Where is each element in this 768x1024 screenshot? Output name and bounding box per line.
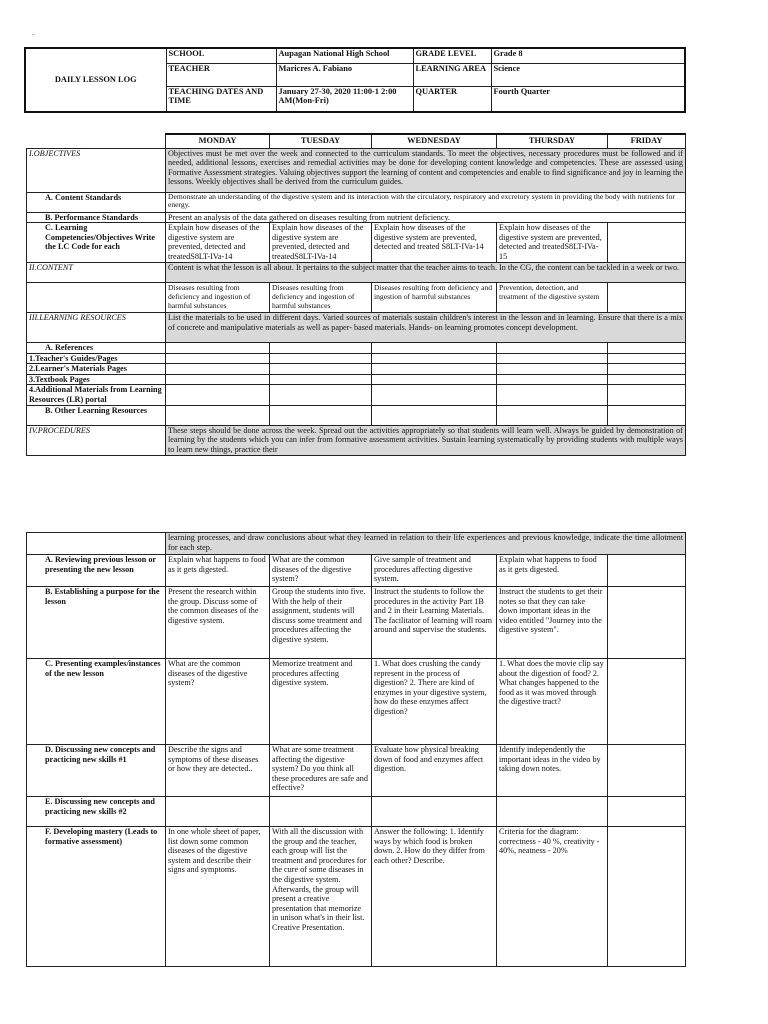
header-frame — [24, 47, 686, 113]
content-friday — [608, 283, 686, 313]
row-label-reviewing: A. Reviewing previous lesson or presenting the new lesson — [27, 555, 166, 587]
day-friday: FRIDAY — [608, 134, 686, 148]
row-presenting — [27, 659, 686, 745]
procedures-text: These steps should be done across the week. Spread out the activities appropriately so that students will learn well. Always be guided by demonstration of learning by the students which you can infer from formative assessment activities. Sustain learning systematically by providing students with multiple ways to learn new things, practice their — [166, 425, 686, 455]
corner-blank — [27, 134, 166, 148]
day-thursday: THURSDAY — [497, 134, 608, 148]
cell-presenting-wednesday: 1. What does crushing the candy represent in the process of digestion? 2. There are kind of enzymes in your digestive system, how do these enzymes affect digestion? — [372, 659, 497, 745]
objectives-label: I.OBJECTIVES — [27, 148, 166, 192]
grade-value: Grade 8 — [491, 49, 684, 63]
quarter-label: QUARTER — [413, 86, 491, 111]
textbook-label: 3.Textbook Pages — [27, 374, 166, 385]
row-discussing-2 — [27, 797, 686, 827]
row-label-discussing-1: D. Discussing new concepts and practicing new skills #1 — [27, 745, 166, 797]
cell-reviewing-wednesday: Give sample of treatment and procedures affecting digestive system. — [372, 555, 497, 587]
performance-standards-text: Present an analysis of the data gathered on diseases resulting from nutrient deficiency. — [166, 212, 686, 223]
teacher-label: TEACHER — [166, 63, 276, 86]
cell-discussing2-wednesday — [372, 797, 497, 827]
learning-competencies-label: C. Learning Competencies/Objectives Write the LC Code for each — [27, 223, 166, 263]
quarter-value: Fourth Quarter — [491, 86, 684, 111]
learning-area-value: Science — [491, 63, 684, 86]
cell-purpose-friday — [608, 587, 686, 659]
procedures-cont-text: learning processes, and draw conclusions about what they learned in relation to their life experiences and previous knowledge, indicate the time allotment for each step. — [166, 533, 686, 555]
objectives-text: Objectives must be met over the week and connected to the curriculum standards. To meet the objectives, necessary procedures must be followed and if needed, additional lessons, exercises and remedial activities may be done for developing content knowledge and competencies. These are assessed using Formative Assessment strategies. Valuing objectives support the learning of content and competencies and enable to find significance and joy in learning the lessons. Weekly objectives shall be derived from the curriculum guides. — [166, 148, 686, 192]
content-wednesday: Diseases resulting from deficiency and ingestion of harmful substances — [372, 283, 497, 313]
references-label: A. References — [27, 343, 166, 354]
cell-presenting-thursday: 1. What does the movie clip say about the digestion of food? 2. What changes happened to the food as it was moved through the digestive tract? — [497, 659, 608, 745]
content-days-blank — [27, 283, 166, 313]
content-standards-text: Demonstrate an understanding of the digestive system and its interaction with the circulatory, respiratory and excretory system in providing the body with nutrients for energy. — [166, 192, 686, 212]
cell-discussing1-friday — [608, 745, 686, 797]
content-thursday: Prevention, detection, and treatment of the digestive system — [497, 283, 608, 313]
other-resources-label: B. Other Learning Resources — [27, 405, 166, 425]
cell-presenting-monday: What are the common diseases of the digestive system? — [166, 659, 270, 745]
learners-materials-label: 2.Learner's Materials Pages — [27, 364, 166, 375]
content-monday: Diseases resulting from deficiency and ingestion of harmful substances — [166, 283, 270, 313]
cell-discussing2-thursday — [497, 797, 608, 827]
cell-mastery-monday: In one whole sheet of paper, list down some common diseases of the digestive system and describe their signs and symptoms. — [166, 827, 270, 967]
header-table — [26, 49, 684, 111]
row-discussing-1 — [27, 745, 686, 797]
resources-text: List the materials to be used in different days. Varied sources of materials sustain children's interest in the lesson and in learning. Ensure that there is a mix of concrete and manipulative materials as well as paper- based materials. Hands- on learning promotes concept development. — [166, 313, 686, 343]
content-text: Content is what the lesson is all about. It pertains to the subject matter that the teacher aims to teach. In the CG, the content can be tackled in a week or two. — [166, 263, 686, 283]
lc-thursday: Explain how diseases of the digestive system are prevented, detected and treatedS8LT-IVa-15 — [497, 223, 608, 263]
cell-reviewing-tuesday: What are the common diseases of the digestive system? — [270, 555, 372, 587]
content-standards-label: A. Content Standards — [27, 192, 166, 212]
cell-presenting-tuesday: Memorize treatment and procedures affecting digestive system. — [270, 659, 372, 745]
day-tuesday: TUESDAY — [270, 134, 372, 148]
day-wednesday: WEDNESDAY — [372, 134, 497, 148]
cell-reviewing-monday: Explain what happens to food as it gets digested. — [166, 555, 270, 587]
log-title: DAILY LESSON LOG — [26, 49, 166, 111]
dates-value: January 27-30, 2020 11:00-1 2:00 AM(Mon-Fri) — [276, 86, 413, 111]
row-label-presenting: C. Presenting examples/instances of the new lesson — [27, 659, 166, 745]
lesson-table-page2 — [26, 532, 686, 967]
lc-friday — [608, 223, 686, 263]
cell-purpose-monday: Present the research within the group. Discuss some of the common diseases of the digestive system. — [166, 587, 270, 659]
cell-discussing1-thursday: Identify independently the important ideas in the video by taking down notes. — [497, 745, 608, 797]
teachers-guide-label: 1.Teacher's Guides/Pages — [27, 353, 166, 364]
cell-discussing2-tuesday — [270, 797, 372, 827]
row-label-purpose: B. Establishing a purpose for the lesson — [27, 587, 166, 659]
dates-label: TEACHING DATES AND TIME — [166, 86, 276, 111]
row-purpose — [27, 587, 686, 659]
stray-mark: - — [32, 30, 35, 39]
cell-reviewing-thursday: Explain what happens to food as it gets digested. — [497, 555, 608, 587]
lesson-table-page1 — [26, 133, 686, 456]
learning-area-label: LEARNING AREA — [413, 63, 491, 86]
lc-wednesday: Explain how diseases of the digestive system are prevented, detected and treated S8LT-IVa-14 — [372, 223, 497, 263]
row-label-mastery: F. Developing mastery (Leads to formative assessment) — [27, 827, 166, 967]
cell-reviewing-friday — [608, 555, 686, 587]
school-value: Aupagan National High School — [276, 49, 413, 63]
performance-standards-label: B. Performance Standards — [27, 212, 166, 223]
cell-discussing2-monday — [166, 797, 270, 827]
cell-mastery-friday — [608, 827, 686, 967]
cell-purpose-tuesday: Group the students into five. With the help of their assignment, students will discuss some treatment and procedures affecting the digestive system. — [270, 587, 372, 659]
school-label: SCHOOL — [166, 49, 276, 63]
cell-discussing1-wednesday: Evaluate how physical breaking down of food and enzymes affect digestion. — [372, 745, 497, 797]
cell-mastery-tuesday: With all the discussion with the group and the teacher, each group will list the treatment and procedures for the cure of some diseases in the digestive system. Afterwards, the group will present a creative presentation that memorize in unison what's in their list. Creative Presentation. — [270, 827, 372, 967]
row-mastery — [27, 827, 686, 967]
cell-discussing2-friday — [608, 797, 686, 827]
procedures-cont-blank — [27, 533, 166, 555]
cell-discussing1-tuesday: What are some treatment affecting the digestive system? Do you think all these procedures are safe and effective? — [270, 745, 372, 797]
teacher-value: Maricres A. Fabiano — [276, 63, 413, 86]
lc-monday: Explain how diseases of the digestive system are prevented, detected and treatedS8LT-IVa-14 — [166, 223, 270, 263]
lc-tuesday: Explain how diseases of the digestive system are prevented, detected and treatedS8LT-IVa-14 — [270, 223, 372, 263]
cell-mastery-wednesday: Answer the following: 1. Identify ways by which food is broken down. 2. How do they differ from each other? Describe. — [372, 827, 497, 967]
row-label-discussing-2: E. Discussing new concepts and practicing new skills #2 — [27, 797, 166, 827]
cell-mastery-thursday: Criteria for the diagram: correctness - 40 %, creativity - 40%, neatness - 20% — [497, 827, 608, 967]
content-tuesday: Diseases resulting from deficiency and ingestion of harmful substances — [270, 283, 372, 313]
cell-discussing1-monday: Describe the signs and symptoms of these diseases or how they are detected.. — [166, 745, 270, 797]
resources-label: III.LEARNING RESOURCES — [27, 313, 166, 343]
day-monday: MONDAY — [166, 134, 270, 148]
content-label: II.CONTENT — [27, 263, 166, 283]
row-reviewing — [27, 555, 686, 587]
procedures-label: IV.PROCEDURES — [27, 425, 166, 455]
cell-purpose-wednesday: Instruct the students to follow the procedures in the activity Part 1B and 2 in their Learning Materials. The facilitator of learning will roam around and supervise the students. — [372, 587, 497, 659]
cell-presenting-friday — [608, 659, 686, 745]
cell-purpose-thursday: Instruct the students to get their notes so that they can take down important ideas in the video entitled "Journey into the digestive system". — [497, 587, 608, 659]
grade-label: GRADE LEVEL — [413, 49, 491, 63]
lr-portal-label: 4.Additional Materials from Learning Resources (LR) portal — [27, 385, 166, 405]
